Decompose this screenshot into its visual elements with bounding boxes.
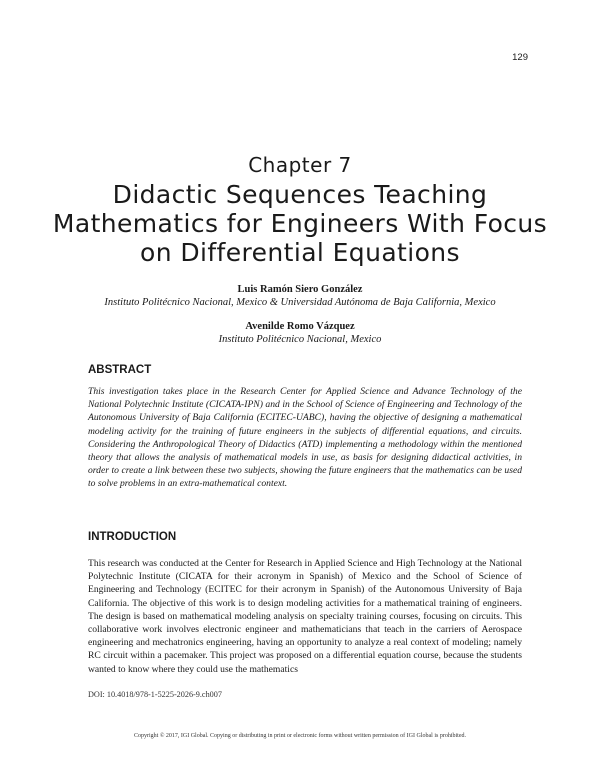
author-affiliation: Instituto Politécnico Nacional, Mexico & Universidad Autónoma de Baja California, Mexico (104, 297, 496, 308)
author-name: Luis Ramón Siero González (237, 284, 363, 295)
chapter-title: Didactic Sequences Teaching Mathematics for Engineers With Focus on Differential Equations (52, 180, 548, 267)
introduction-heading: INTRODUCTION (88, 531, 177, 543)
copyright-notice: Copyright © 2017, IGI Global. Copying or distributing in print or electronic forms without written permission of IGI Global is prohibited. (133, 733, 466, 739)
author-block (0, 283, 600, 309)
chapter-label: Chapter 7 (248, 153, 352, 177)
page-number: 129 (512, 52, 528, 63)
introduction-text: This research was conducted at the Center for Research in Applied Science and High Technology at the National Polytechnic Institute (CICATA for their acronym in Spanish) of Mexico and the School of Science of Engineering and Technology (ECITEC for their acronym in Spanish) of the Autonomous University of Baja California. The objective of this work is to design modeling activities for a mathematical training of engineers. The design is based on mathematical modeling analysis on specialty training courses, focusing on circuits. This collaborative work involves electronic engineer and mathematicians that teach in the carriers of Aerospace engineering and mechatronics engineering, having an opportunity to analyze a real context of modeling; namely RC circuit within a pacemaker. This project was proposed on a differential equation course, because the students wanted to know where they could use the mathematics (88, 558, 522, 675)
author-name: Avenilde Romo Vázquez (245, 321, 355, 332)
abstract-heading: ABSTRACT (88, 364, 152, 376)
author-affiliation: Instituto Politécnico Nacional, Mexico (218, 334, 382, 345)
author-block (0, 320, 600, 346)
doi: DOI: 10.4018/978-1-5225-2026-9.ch007 (88, 690, 222, 699)
abstract-text: This investigation takes place in the Research Center for Applied Science and Advance Technology of the National Polytechnic Institute (CICATA-IPN) and in the School of Science of Engineering and Technology of the Autonomous University of Baja California (ECITEC-UABC), having the objective of designing a mathematical modeling activity for the training of future engineers in the subjects of differential equations, and circuits. Considering the Anthropological Theory of Didactics (ATD) implementing a methodology within the mentioned theory that allows the analysis of mathematical models in use, as basis for designing didactical activities, in order to create a link between these two subjects, showing the future engineers that the mathematics can be used to solve problems in an extra-mathematical context. (88, 386, 522, 490)
